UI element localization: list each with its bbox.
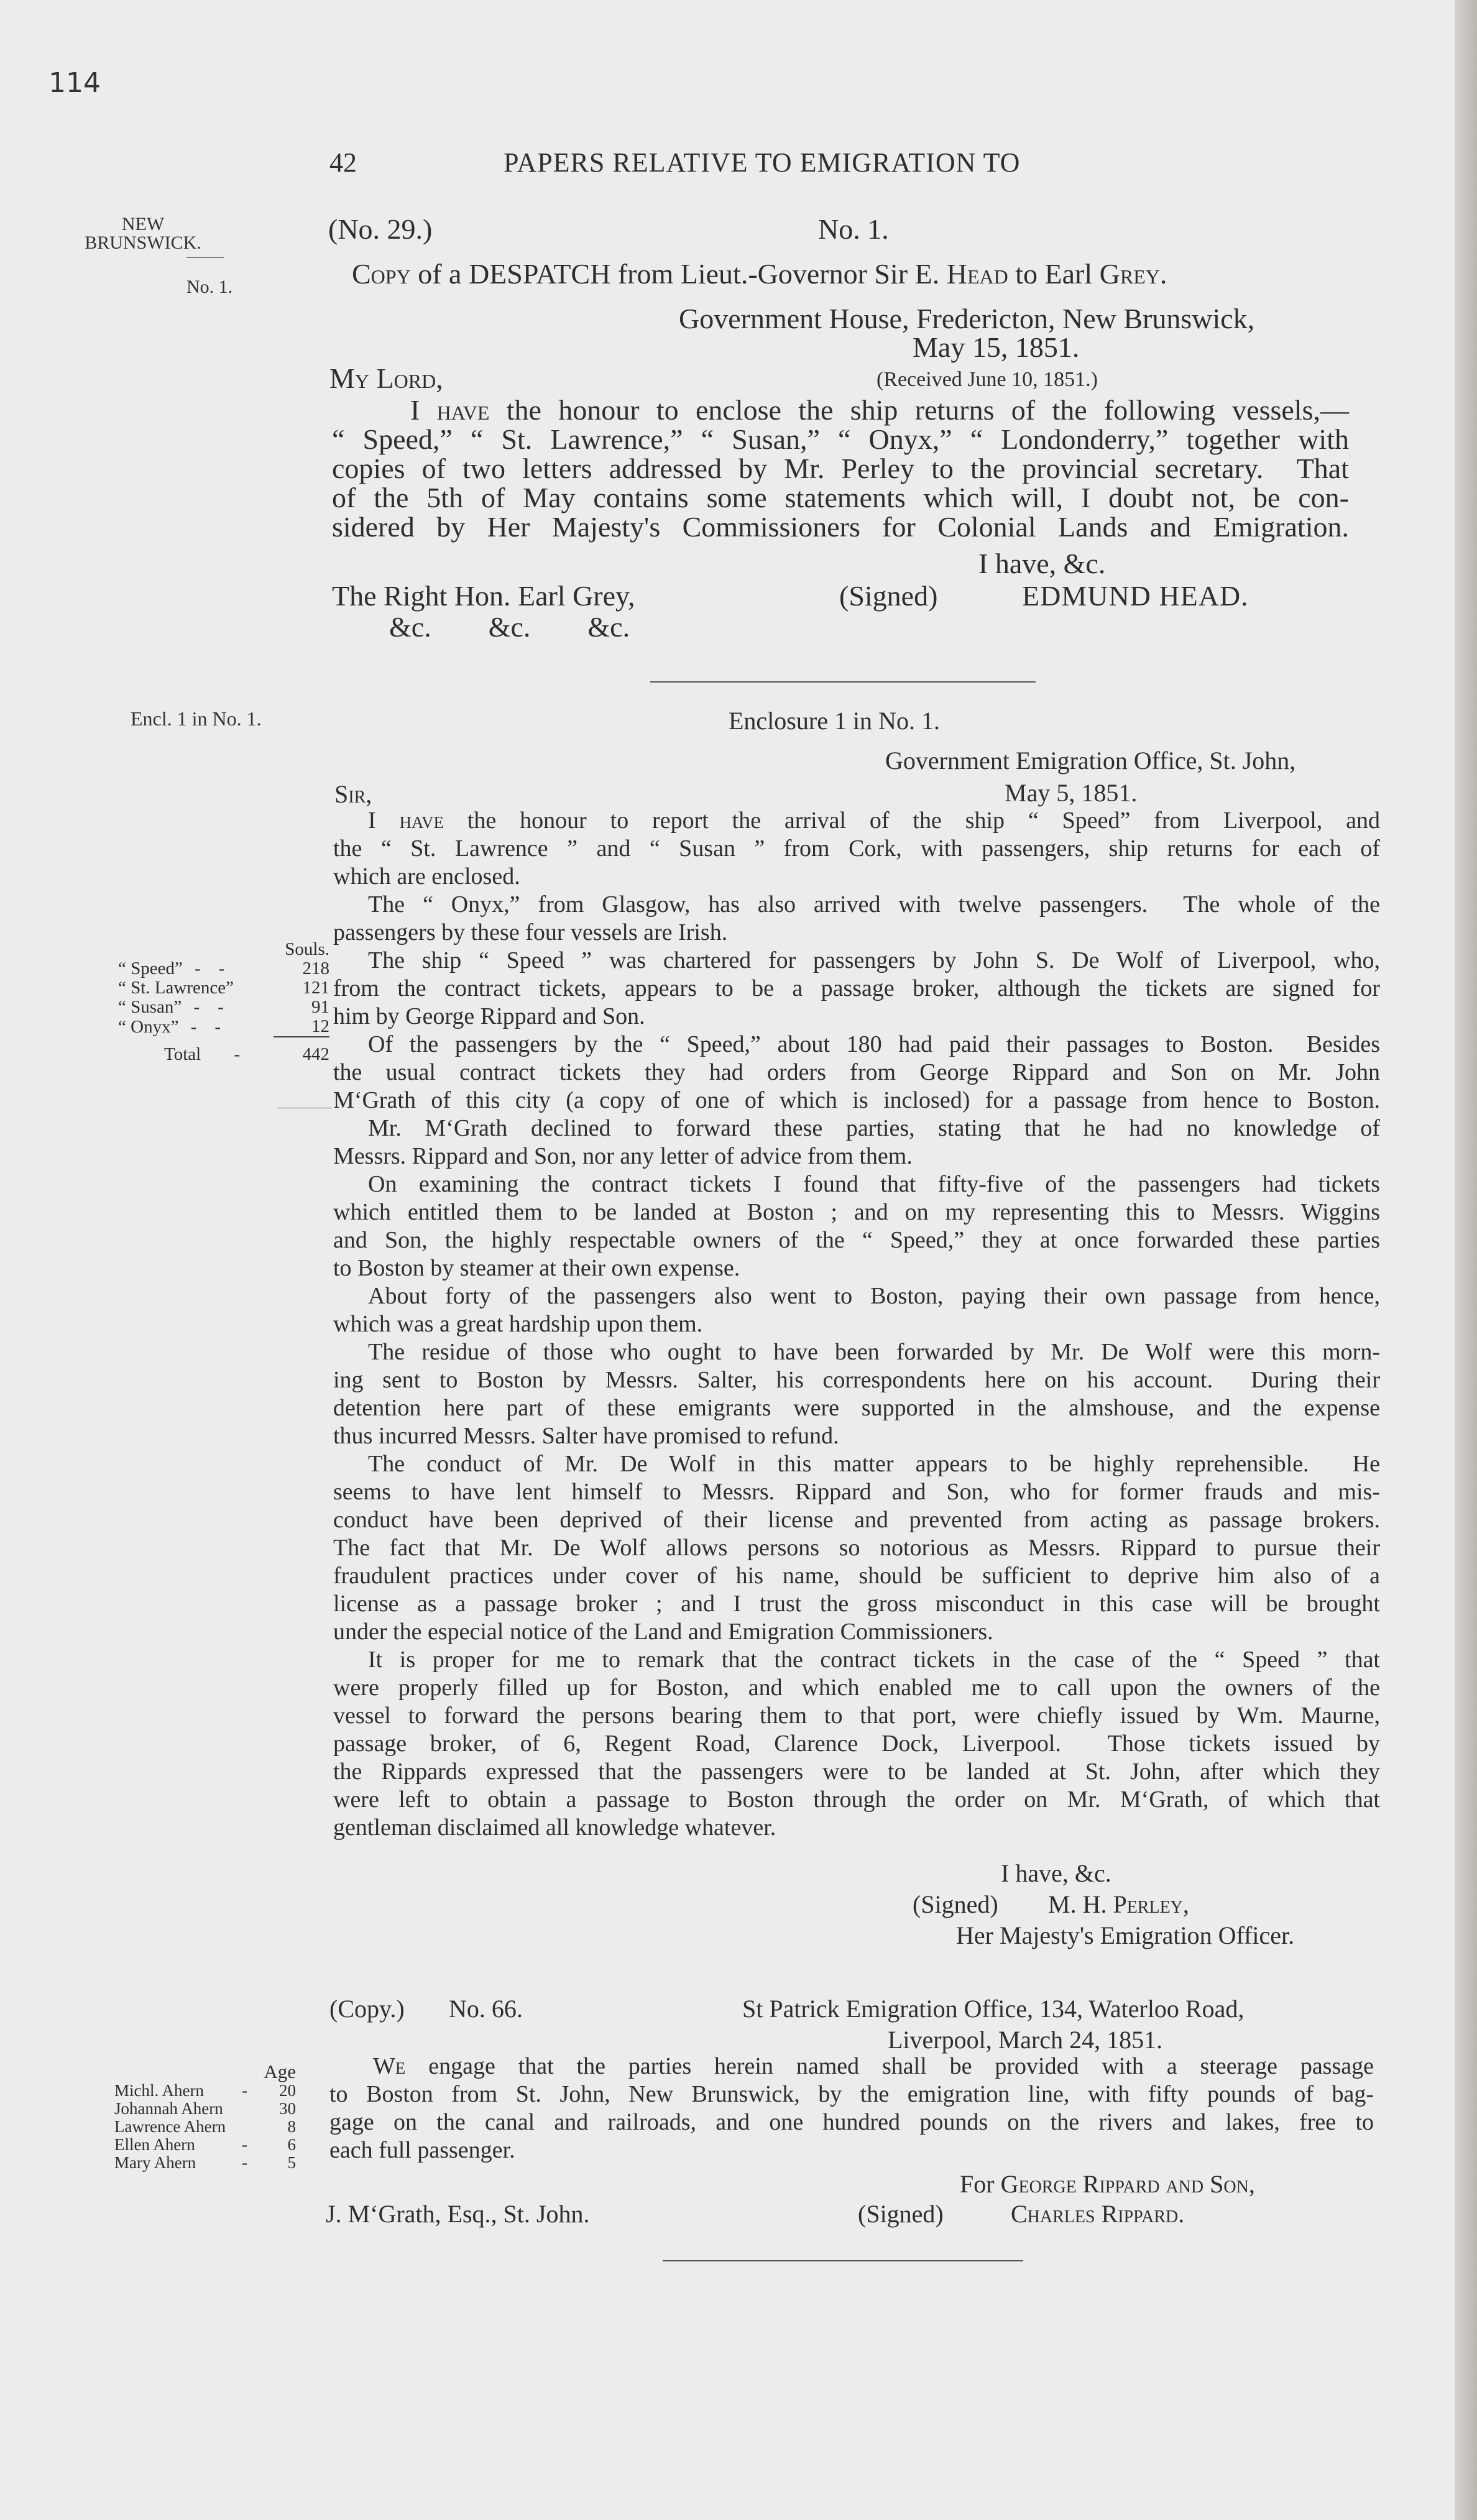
passenger-age: 8 [287, 2117, 296, 2136]
sidebar-province-line: NEW [121, 214, 165, 234]
text-run: the Rippards expressed that the passengers were to be landed at St. John, after which they [333, 1759, 1380, 1785]
text-line [333, 1618, 1380, 1646]
text-line [333, 975, 1380, 1003]
passenger-dash: - [242, 2153, 247, 2172]
text-run: conduct have been deprived of their license and prevented from acting as passage brokers. [333, 1507, 1380, 1533]
text-run: M‘Grath of this city (a copy of one of which is inclosed) for a passage from hence to Boston. [333, 1087, 1380, 1113]
text-run: the usual contract tickets they had orders from George Rippard and Son on Mr. John [333, 1059, 1380, 1085]
text-run: ing sent to Boston by Messrs. Salter, his correspondents here on his account. During their [333, 1367, 1380, 1393]
passenger-name: Mary Ahern [114, 2153, 196, 2172]
enclosure-signed: (Signed) [913, 1890, 998, 1918]
text-run: which entitled them to be landed at Boston ; and on my representing this to Messrs. Wiggins [333, 1199, 1380, 1225]
enclosure-signer-title: Her Majesty's Emigration Officer. [956, 1921, 1295, 1949]
ages-row [114, 2100, 296, 2118]
text-line [332, 395, 1349, 425]
text-line [333, 1170, 1380, 1198]
text-line [329, 2136, 1374, 2164]
text-line [332, 454, 1349, 483]
page-number: 114 [48, 67, 101, 99]
text-line [333, 1646, 1380, 1674]
text-run: which was a great hardship upon them. [333, 1311, 703, 1337]
text-run: gentleman disclaimed all knowledge whatever. [333, 1814, 776, 1841]
enclosure-title: Enclosure 1 in No. 1. [729, 707, 940, 735]
text-run: . [1159, 258, 1167, 290]
text-run: fraudulent practices under cover of his name, should be sufficient to deprive him also of a [333, 1563, 1380, 1589]
ages-header: Age [264, 2061, 296, 2082]
text-line [333, 835, 1380, 863]
text-run: . [1178, 2200, 1185, 2228]
despatch-number: (No. 29.) [328, 213, 433, 245]
copy-body [329, 2053, 1374, 2164]
text-line [333, 1786, 1380, 1814]
text-run: to Earl [1008, 258, 1100, 290]
text-run: copies of two letters addressed by Mr. Perley to the provincial secretary. That [332, 453, 1349, 484]
enclosure-closing: I have, &c. [1001, 1859, 1111, 1887]
running-header-title: PAPERS RELATIVE TO EMIGRATION TO [504, 147, 1021, 178]
text-run: under the especial notice of the Land and Emigration Commissioners. [333, 1619, 993, 1645]
ages-row [114, 2082, 296, 2100]
text-run: to Boston from St. John, New Brunswick, by the emigration line, with fifty pounds of bag- [329, 2081, 1374, 2107]
text-run: were left to obtain a passage to Boston through the order on Mr. M‘Grath, of which that [333, 1787, 1380, 1813]
copy-for-line [960, 2169, 1255, 2199]
text-line [333, 1730, 1380, 1758]
ages-row [114, 2118, 296, 2136]
end-divider [663, 2260, 1023, 2261]
text-run: engage that the parties herein named shall be provided with a steerage passage [405, 2053, 1374, 2079]
text-line [329, 2053, 1374, 2081]
despatch-signed: (Signed) [839, 580, 938, 612]
vessel-dash: - - [195, 959, 225, 978]
text-run: of a [410, 258, 469, 290]
vessels-total-row [118, 1037, 329, 1064]
text-run: to Boston by steamer at their own expense. [333, 1255, 740, 1281]
text-run: thus incurred Messrs. Salter have promised to refund. [333, 1423, 839, 1449]
copy-number: No. 66. [449, 1995, 523, 2023]
text-run: Of the passengers by the “ Speed,” about 180 had paid their passages to Boston. Besides [368, 1031, 1380, 1057]
passenger-name: Lawrence Ahern [114, 2117, 226, 2136]
text-line [333, 1338, 1380, 1366]
text-line [333, 1087, 1380, 1115]
section-divider [650, 681, 1036, 683]
text-line [333, 1562, 1380, 1590]
text-line [333, 1478, 1380, 1506]
passenger-name: Michl. Ahern [114, 2081, 204, 2100]
text-run: It is proper for me to remark that the contract tickets in the case of the “ Speed ” that [368, 1647, 1380, 1673]
vessel-dash: - - [190, 1016, 221, 1037]
vessels-header-row [118, 940, 329, 959]
text-line [333, 1674, 1380, 1702]
text-run: each full passenger. [329, 2137, 515, 2163]
text-run: were properly filled up for Boston, and which enabled me to call upon the owners of the [333, 1675, 1380, 1701]
text-line [333, 1534, 1380, 1562]
sidebar-despatch-no: No. 1. [186, 277, 233, 297]
small-caps-text: Head [946, 258, 1008, 290]
sidebar-province-line: BRUNSWICK. [85, 232, 201, 253]
text-line [333, 1450, 1380, 1478]
text-line [333, 1814, 1380, 1842]
vessel-name: “ St. Lawrence” [118, 978, 234, 998]
enclosure-signer [1048, 1890, 1189, 1919]
vessels-row [118, 978, 329, 998]
text-line [333, 1506, 1380, 1534]
enclosure-date: May 5, 1851. [1005, 779, 1138, 807]
text-run: passengers by these four vessels are Irish. [333, 919, 728, 945]
despatch-salutation: My Lord, [329, 362, 443, 394]
text-line [333, 947, 1380, 975]
despatch-sub-number: No. 1. [818, 213, 889, 245]
despatch-signer: EDMUND HEAD. [1022, 580, 1249, 612]
text-line [332, 483, 1349, 512]
text-line [333, 1366, 1380, 1394]
copy-office: St Patrick Emigration Office, 134, Waterloo Road, [742, 1995, 1245, 2023]
text-line [333, 1590, 1380, 1618]
text-line [332, 512, 1349, 541]
text-run: license as a passage broker ; and I trust the gross misconduct in this case will be brought [333, 1591, 1380, 1617]
vessel-souls: 218 [302, 959, 329, 978]
text-run: “ Speed,” “ St. Lawrence,” “ Susan,” “ Onyx,” “ Londonderry,” together with [332, 423, 1349, 455]
text-run: passage broker, of 6, Regent Road, Clarence Dock, Liverpool. Those tickets issued by [333, 1731, 1380, 1757]
text-line [333, 1059, 1380, 1087]
sidebar-province [81, 215, 205, 252]
passenger-age: 30 [279, 2099, 296, 2118]
vessels-row [118, 1017, 329, 1037]
small-caps-text: Grey [1099, 258, 1160, 290]
despatch-date: May 15, 1851. [913, 331, 1080, 363]
text-run: Messrs. Rippard and Son, nor any letter of advice from them. [333, 1143, 913, 1169]
despatch-etc: &c. &c. &c. [389, 611, 630, 643]
sidebar-divider [186, 257, 224, 258]
text-line [333, 1003, 1380, 1031]
text-line [333, 1310, 1380, 1338]
text-line [333, 1254, 1380, 1282]
copy-signer [1011, 2199, 1184, 2228]
enclosure-address: Government Emigration Office, St. John, [885, 747, 1296, 775]
text-run: The residue of those who ought to have been forwarded by Mr. De Wolf were this morn- [368, 1339, 1380, 1365]
copy-signed: (Signed) [858, 2200, 944, 2228]
text-run: gage on the canal and railroads, and one hundred pounds on the rivers and lakes, free to [329, 2109, 1374, 2135]
copy-office-date: Liverpool, March 24, 1851. [888, 2026, 1163, 2054]
passenger-ages-table [114, 2062, 296, 2172]
text-run: , [1182, 1890, 1189, 1918]
ages-row [114, 2154, 296, 2172]
passenger-dash: - [242, 2081, 247, 2100]
text-run: The “ Onyx,” from Glasgow, has also arrived with twelve passengers. The whole of the [368, 891, 1380, 917]
text-run: , [1248, 2170, 1255, 2198]
ages-row [114, 2136, 296, 2154]
vessel-name: “ Susan” [118, 997, 182, 1017]
text-run: The conduct of Mr. De Wolf in this matter appears to be highly reprehensible. He [368, 1451, 1380, 1477]
despatch-body [332, 395, 1349, 541]
enclosure-salutation: Sir, [334, 780, 372, 808]
text-run: vessel to forward the persons bearing them to that port, were chiefly issued by Wm. Maurne, [333, 1703, 1380, 1729]
text-run: The ship “ Speed ” was chartered for passengers by John S. De Wolf of Liverpool, who, [368, 947, 1380, 973]
text-run: from Lieut.-Governor Sir E. [610, 258, 947, 290]
text-run: For [960, 2170, 1001, 2198]
vessels-table [118, 940, 329, 1064]
text-line [333, 1143, 1380, 1170]
text-run: the honour to enclose the ship returns of the following vessels,— [489, 394, 1349, 426]
vessels-row [118, 998, 329, 1017]
small-caps-text: I have [368, 807, 444, 834]
vessel-dash: - - [193, 997, 224, 1017]
text-line [333, 1758, 1380, 1786]
text-line [333, 1226, 1380, 1254]
passenger-dash: - [242, 2135, 247, 2154]
text-line [333, 1422, 1380, 1450]
passenger-name: Johannah Ahern [114, 2099, 223, 2118]
despatch-heading [352, 257, 1167, 290]
enclosure-body [333, 807, 1380, 1842]
ages-header-row [114, 2062, 296, 2082]
despatch-received: (Received June 10, 1851.) [877, 368, 1098, 391]
text-run: from the contract tickets, appears to be a passage broker, although the tickets are signed for [333, 975, 1380, 1001]
text-run: Mr. M‘Grath declined to forward these parties, stating that he had no knowledge of [368, 1115, 1380, 1141]
sidebar-enclosure-ref: Encl. 1 in No. 1. [131, 707, 262, 730]
text-run: About forty of the passengers also went to Boston, paying their own passage from hence, [368, 1283, 1380, 1309]
vessel-souls: 121 [302, 978, 329, 998]
passenger-age: 5 [287, 2153, 296, 2172]
small-caps-text: We [373, 2053, 406, 2079]
text-line [333, 863, 1380, 891]
running-header-page: 42 [329, 147, 357, 178]
text-line [333, 1282, 1380, 1310]
text-line [333, 1031, 1380, 1059]
text-line [333, 807, 1380, 835]
text-run: On examining the contract tickets I found that fifty-five of the passengers had tickets [368, 1171, 1380, 1197]
text-line [333, 919, 1380, 947]
vessel-souls: 91 [311, 997, 329, 1017]
vessel-name: “ Onyx” [118, 1016, 179, 1037]
despatch-addressee: The Right Hon. Earl Grey, [332, 580, 635, 612]
vessels-total-dash: - [234, 1044, 241, 1064]
text-line [329, 2108, 1374, 2136]
text-line [333, 1198, 1380, 1226]
text-run: which are enclosed. [333, 863, 520, 890]
text-line [333, 1394, 1380, 1422]
text-run: The fact that Mr. De Wolf allows persons so notorious as Messrs. Rippard to pursue their [333, 1535, 1380, 1561]
text-run: DESPATCH [468, 258, 611, 290]
small-caps-text: George Rippard and Son [1000, 2170, 1249, 2198]
vessels-total: 442 [302, 1044, 329, 1064]
vessels-header: Souls. [285, 939, 329, 959]
copy-addressee: J. M‘Grath, Esq., St. John. [326, 2200, 590, 2228]
copy-label: (Copy.) [329, 1995, 405, 2023]
despatch-closing: I have, &c. [978, 548, 1106, 579]
passenger-age: 20 [279, 2081, 296, 2100]
text-line [333, 1702, 1380, 1730]
text-line [333, 891, 1380, 919]
text-run: and Son, the highly respectable owners of the “ Speed,” they at once forwarded these parties [333, 1227, 1380, 1253]
vessels-total-label: Total [164, 1044, 201, 1064]
vessel-souls: 12 [274, 1017, 329, 1037]
text-run: him by George Rippard and Son. [333, 1003, 645, 1029]
passenger-name: Ellen Ahern [114, 2135, 195, 2154]
text-run: detention here part of these emigrants were supported in the almshouse, and the expense [333, 1395, 1380, 1421]
text-run: of the 5th of May contains some statements which will, I doubt not, be con- [332, 482, 1349, 513]
small-caps-text: Copy [352, 258, 411, 290]
despatch-address: Government House, Fredericton, New Brunswick, [679, 303, 1255, 334]
vessels-row [118, 959, 329, 978]
text-run: the “ St. Lawrence ” and “ Susan ” from Cork, with passengers, ship returns for each of [333, 835, 1380, 862]
small-caps-text: Charles Rippard [1011, 2200, 1179, 2228]
small-caps-text: Perley [1113, 1890, 1183, 1918]
passenger-age: 6 [287, 2135, 296, 2154]
small-caps-text: I have [410, 394, 490, 426]
text-line [333, 1115, 1380, 1143]
vessel-name: “ Speed” [118, 959, 183, 978]
text-run: the honour to report the arrival of the ship “ Speed” from Liverpool, and [444, 807, 1380, 834]
page-edge [1455, 0, 1477, 2520]
text-run: seems to have lent himself to Messrs. Rippard and Son, who for former frauds and mis- [333, 1479, 1380, 1505]
text-line [329, 2081, 1374, 2108]
text-line [332, 425, 1349, 454]
text-run: sidered by Her Majesty's Commissioners for Colonial Lands and Emigration. [332, 511, 1349, 543]
text-run: M. H. [1048, 1890, 1113, 1918]
